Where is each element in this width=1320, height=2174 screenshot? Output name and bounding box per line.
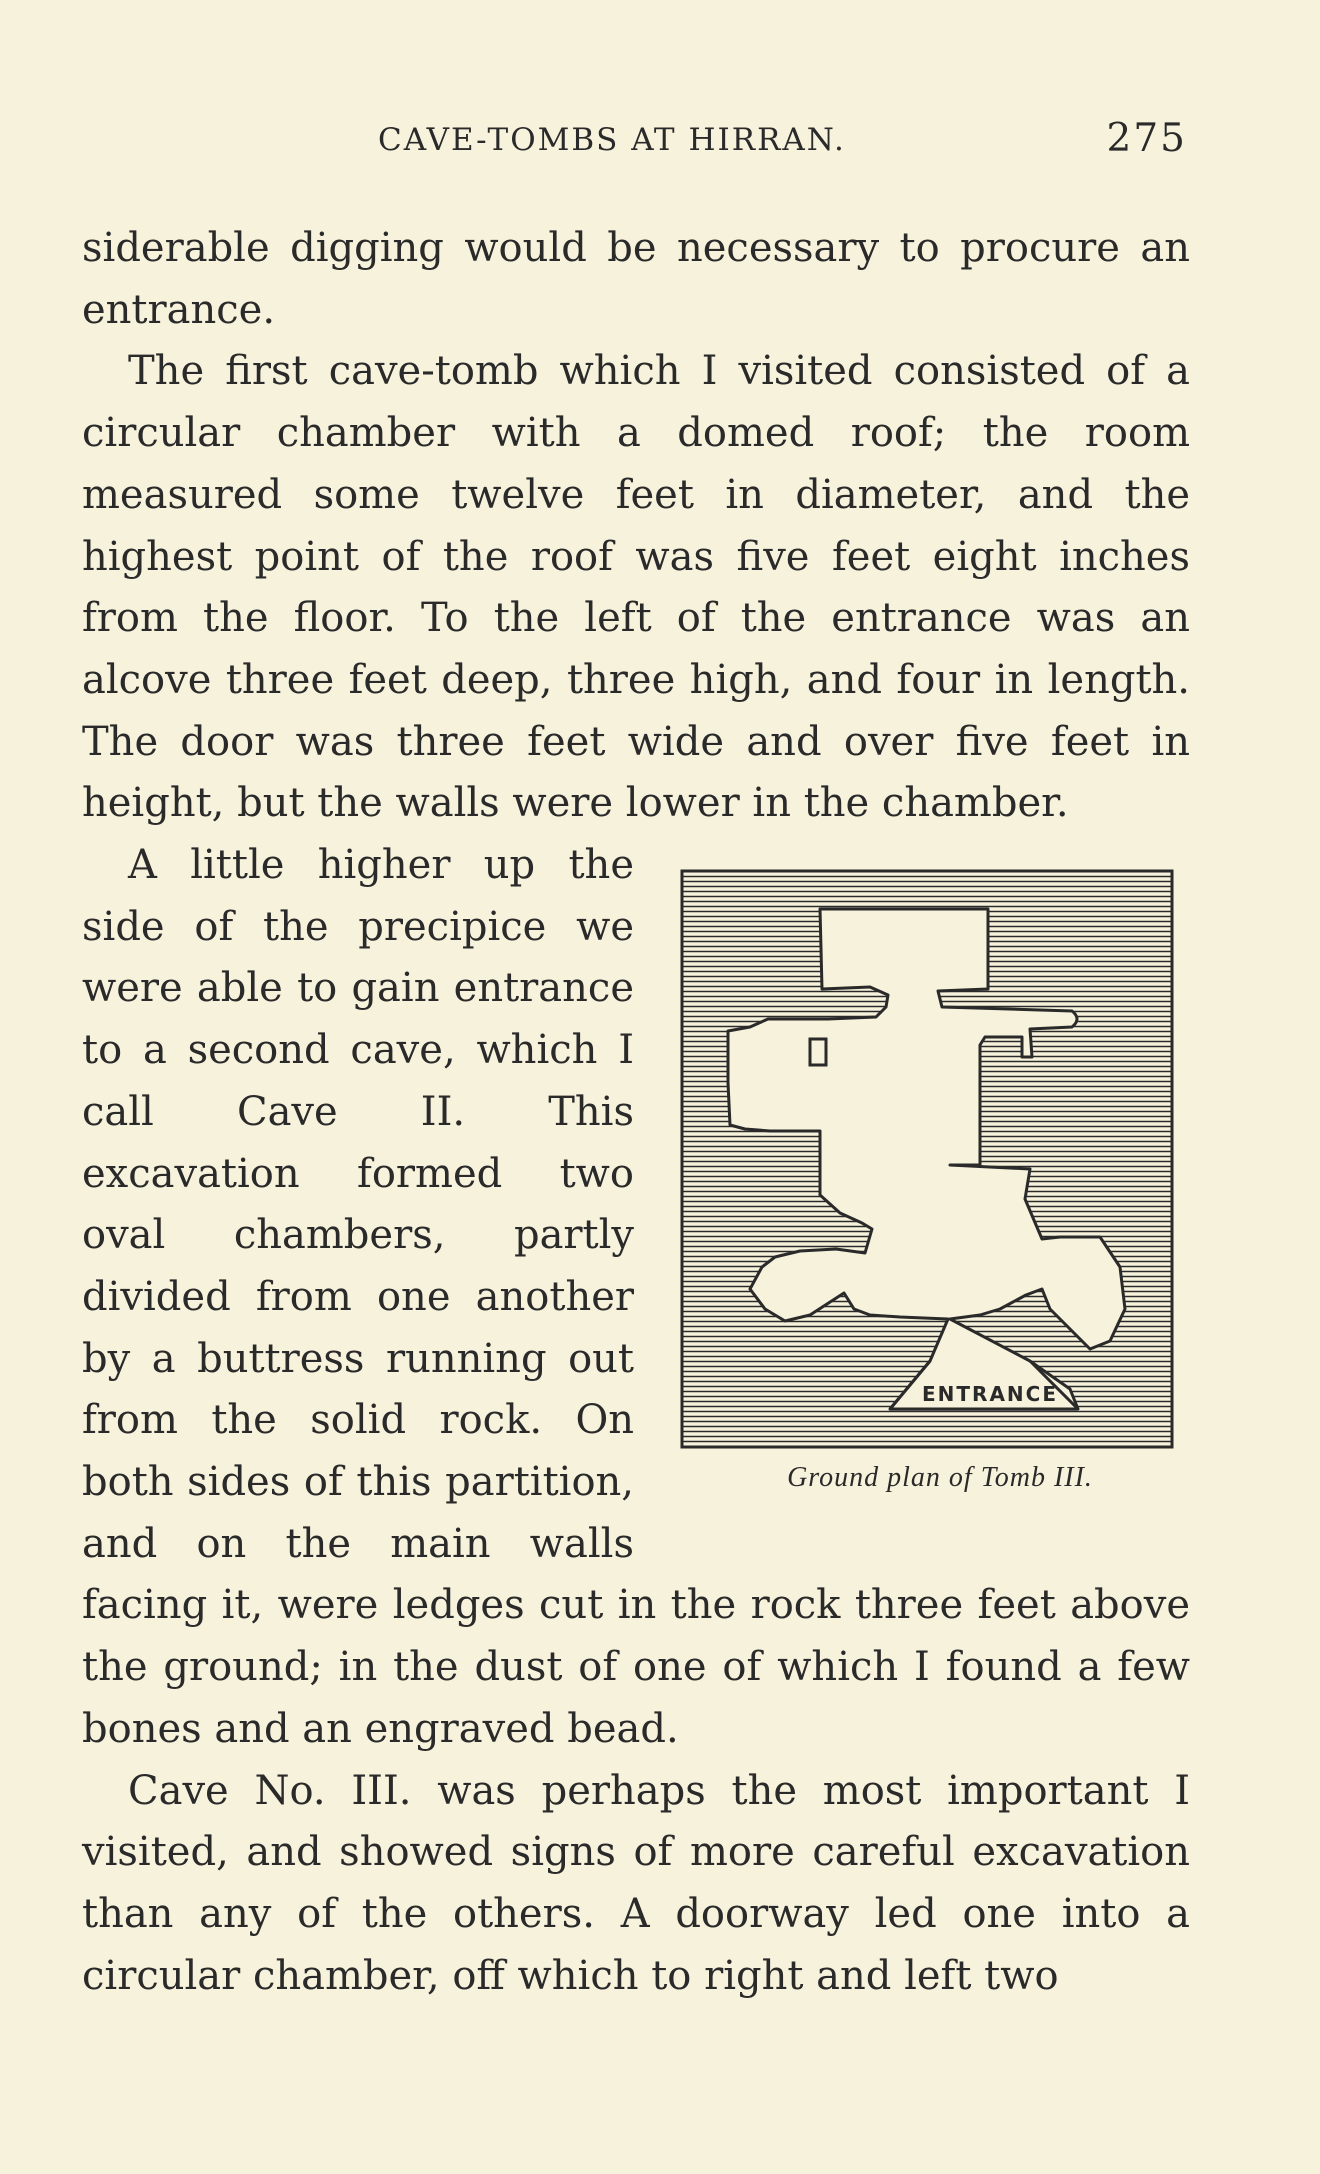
paragraph-3: A little higher up the side of the precipice we were able to gain entrance to a second cave, which I call Cave II. This excavation formed two oval chambers, partly divided from one another by a buttress running out from the solid rock. On both sides of this partition, and on the main walls facing it, were ledges cut in the rock three feet above the ground; in the dust of one of which I found a few bones and an engraved bead. — [82, 842, 1190, 1752]
figure-caption: Ground plan of Tomb III. — [787, 1462, 1093, 1494]
entrance-label: ENTRANCE — [922, 1382, 1058, 1407]
page-number: 275 — [1106, 116, 1187, 161]
running-title: CAVE-TOMBS AT HIRRAN. — [378, 122, 846, 158]
paragraph-2: The first cave-tomb which I visited consisted of a circular chamber with a domed roof; the room measured some twelve feet in diameter, and the highest point of the roof was five feet eight inches from the floor. To the left of the entrance was an alcove three feet deep, three high, and four in length. The door was three feet wide and over five feet in height, but the walls were lower in the chamber. — [82, 348, 1190, 827]
page-header — [0, 116, 1320, 172]
figure-tomb-plan — [670, 869, 1190, 1495]
ground-plan-drawing — [680, 869, 1174, 1449]
paragraph-1: siderable digging would be necessary to procure an entrance. — [82, 225, 1190, 333]
paragraph-4: Cave No. III. was perhaps the most important I visited, and showed signs of more careful excavation than any of the others. A doorway led one into a circular chamber, off which to right and left two — [82, 1767, 1190, 1999]
body-text — [82, 218, 1190, 2007]
